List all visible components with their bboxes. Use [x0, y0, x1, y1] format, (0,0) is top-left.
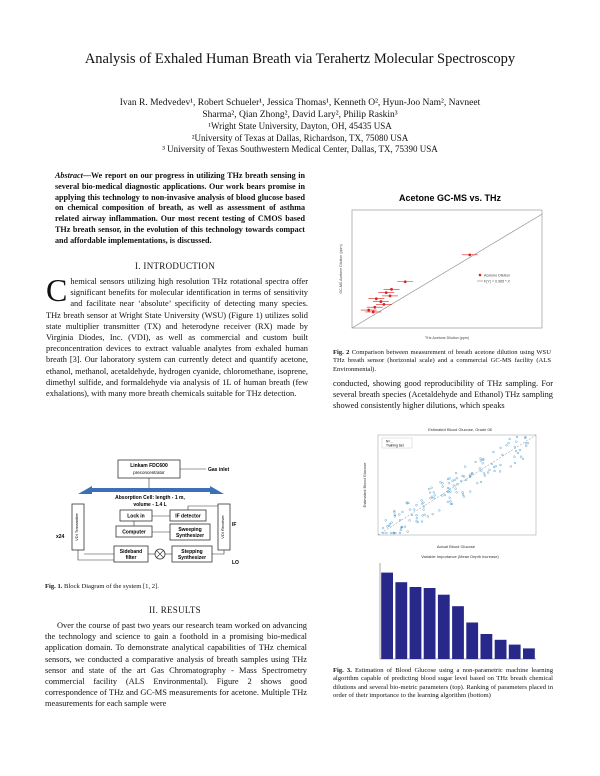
authors-line-1: Ivan R. Medvedev¹, Robert Schueler¹, Jessica Thomas¹, Kenneth O², Hyun-Joo Nam², Navneet: [119, 98, 481, 108]
figure-3-caption-text: Estimation of Blood Glucose using a non-parametric machine learning algorithm capable of predicting blood sugar level based on THz breath chemical dilutions and several bio-metric parameters (top). Ranking of parameters placed in order of their importance to the learning algorithm (bottom): [333, 667, 553, 699]
fig1-cell-volume-label: volume - 1.4 L: [133, 502, 167, 508]
results-text: Over the course of past two years our research team worked on advancing the technology and science to gain a foothold in a promising bio-medical application domain. To demonstrate analytical capabilities of THz chemical sensors, we conducted a comparative analysis of breath samples using THz sensor and state of the art Gas Chromatography - Mass Spectrometry commercial facility (ALS Environmental). Figure 2 shows good correspondence of THz and GC-MS measurements for acetone. Multiple THz measurements for each sample were: [45, 621, 307, 709]
fig2-data-point: [372, 311, 375, 314]
figure-2-caption: [333, 349, 551, 374]
figure-1-caption-label: Fig. 1.: [45, 583, 63, 590]
affiliation-3: ³ University of Texas Southwestern Medical Center, Dallas, TX, 75390 USA: [162, 144, 438, 154]
fig3-legend-1: N=...: [386, 439, 394, 444]
figure-1-caption: [45, 583, 307, 591]
abstract-text: —We report on our progress in utilizing THz breath sensing in several bio-medical diagnostic applications. Our work bears promise in applying this technology to non-invasive analysis of blood glucose based on chemical composition of breath, as well as assessment of asthma related airway inflammation. Our most recent testing of CMOS based THz breath sensor, in the evolution of this technology towards compact and affordable implementations, is discussed.: [55, 171, 305, 245]
fig3-bar: [523, 648, 535, 659]
affiliation-1: ¹Wright State University, Dayton, OH, 45435 USA: [208, 121, 392, 131]
introduction-body: hemical sensors utilizing high resolution THz rotational spectra offer significant benefits for molecular identification in terms of sensitivity and facilitate near ‘absolute’ specificity of detecting many species. THz breath sensor at Wright State University (WSU) (Figure 1) utilizes solid state multiplier transmitter (TX) and heterodyne receiver (RX) made by Virginia Diodes, Inc. (VDI), as well as commercial and custom built preconcentration devices to extract valuable analytes from exhaled human breath [3]. Our laboratory system can currently detect and quantify acetone, ethanol, methanol, acetaldehyde, hydrogen cyanide, chloromethane, isoprene, dimethyl sulfide, and formaldehyde via analysis of 1L of human breath (few exhalations), with many more breath chemicals suitable for THz detection.: [46, 277, 308, 399]
introduction-text: [46, 272, 308, 399]
fig1-sweeping-label: Sweeping: [178, 527, 202, 533]
fig3-bar: [452, 606, 464, 659]
fig3-scatter-xlabel: Actual Blood Glucose: [436, 544, 476, 549]
fig3-bar: [481, 634, 493, 659]
fig2-data-point: [367, 309, 370, 312]
fig3-scatter-title: Estimated Blood Glucose, Grade 06: [428, 427, 492, 432]
fig2-data-point: [379, 300, 382, 303]
fig1-computer-label: Computer: [122, 529, 146, 536]
fig3-legend-2: Training Set: [386, 443, 404, 448]
figure-2-caption-label: Fig. 2: [333, 349, 350, 356]
author-list: [40, 97, 560, 121]
dropcap: C: [46, 272, 68, 308]
figure-2-chart: [330, 183, 548, 345]
fig1-stepping-label: Stepping: [181, 549, 203, 555]
fig1-ifdetector-label: IF detector: [175, 513, 201, 520]
fig2-legend-series-1: Acetone Dilution: [484, 273, 511, 278]
affiliation-2: ²University of Texas at Dallas, Richardson, TX, 75080 USA: [191, 132, 409, 143]
right-column-text: conducted, showing good reproducibility of THz sampling. For several breath species (Acetaldehyde and Ethanol) THz sampling showed consistently higher dilutions, which speaks: [333, 379, 553, 411]
fig3-bar: [509, 645, 521, 659]
figure-3-caption-label: Fig. 3.: [333, 667, 352, 674]
fig3-scatter-ylabel: Estimated Blood Glucose: [362, 462, 367, 508]
fig1-tx-label: VDI Transmitter: [74, 513, 79, 541]
figure-3-bar-chart: [360, 553, 540, 663]
figure-1-caption-text: Block Diagram of the system [1, 2].: [62, 583, 159, 590]
paper-title: Analysis of Exhaled Human Breath via Terahertz Molecular Spectroscopy: [84, 51, 516, 67]
fig2-data-point: [404, 280, 407, 283]
affiliations: [40, 121, 560, 156]
figure-2-caption-text: Comparison between measurement of breath acetone dilution using WSU THz breath sensor (horizontal scale) and a commercial GC-MS facility (ALS Environmental).: [333, 349, 551, 373]
fig1-gas-inlet-label: Gas inlet: [208, 467, 230, 473]
fig1-x24-label: x24: [56, 534, 65, 540]
fig1-lockin-label: Lock in: [127, 513, 145, 520]
fig2-data-point: [375, 297, 378, 300]
fig2-data-point: [390, 288, 393, 291]
figure-3-scatter: [360, 423, 540, 553]
fig3-bar: [466, 623, 478, 660]
fig2-data-point: [385, 291, 388, 294]
fig3-bars-title: Variable Importance (Mean Depth Increase): [421, 554, 499, 559]
fig2-data-point: [468, 253, 471, 256]
authors-line-2: Sharma², Qian Zhong², David Lary², Philip Raskin³: [202, 110, 398, 120]
fig1-linkam-label: Linkam FDC600: [130, 463, 168, 469]
fig1-if-label: IF: [232, 522, 237, 528]
fig2-x-axis-label: THz Acetone Dilution (ppm): [425, 336, 469, 340]
fig1-cell-label: Absorption Cell: length - 1 m,: [115, 495, 185, 501]
fig1-lo-label: LO: [232, 560, 239, 566]
fig2-data-point: [383, 303, 386, 306]
fig3-bar: [495, 640, 507, 659]
fig1-synthesizer2-label: Synthesizer: [177, 555, 207, 561]
figure-3-caption: [333, 667, 553, 700]
fig3-bar: [424, 588, 436, 659]
fig2-y-axis-label: GC-MS Acetone Dilution (ppm): [339, 244, 343, 294]
section-heading-results: II. RESULTS: [149, 605, 201, 615]
fig2-data-point: [373, 306, 376, 309]
fig2-legend-series-2: F(Y) = 0.965 * X: [484, 279, 510, 284]
abstract: [55, 171, 305, 247]
fig2-chart-title: Acetone GC-MS vs. THz: [398, 193, 502, 203]
fig3-bar: [410, 587, 422, 659]
section-heading-introduction: I. INTRODUCTION: [135, 261, 215, 271]
fig1-rx-label: VDI Receiver: [220, 515, 225, 539]
fig3-bar: [395, 582, 407, 659]
fig1-filter-label: filter: [125, 555, 137, 561]
figure-1-block-diagram: [56, 456, 290, 574]
fig2-plot-area: [352, 210, 542, 328]
fig3-bar: [438, 595, 450, 659]
fig1-sideband-label: Sideband: [119, 549, 143, 555]
fig2-legend-marker: [479, 274, 482, 277]
fig1-preconcentrator-label: preconcentrator: [133, 470, 165, 475]
fig1-synthesizer-label: Synthesizer: [175, 533, 205, 539]
abstract-label: Abstract: [55, 171, 83, 180]
fig2-data-point: [389, 295, 392, 298]
fig3-bar: [381, 573, 393, 659]
